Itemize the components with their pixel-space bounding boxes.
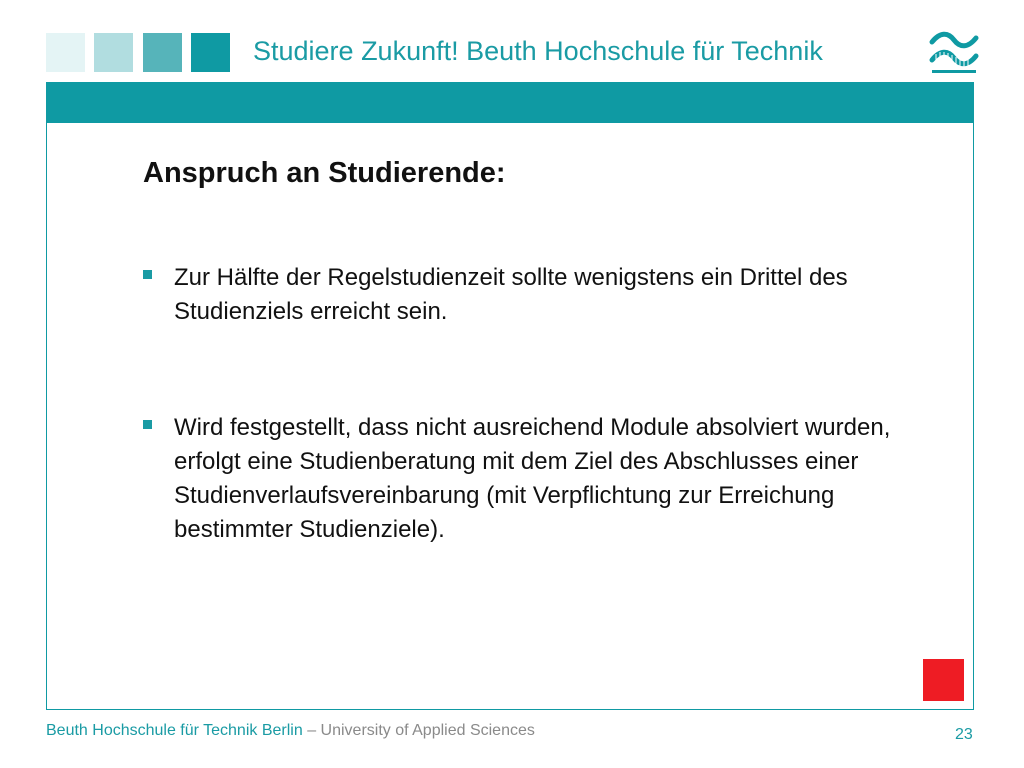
slide-heading: Anspruch an Studierende: [143, 157, 506, 189]
header-square-2 [94, 33, 133, 72]
header-title: Studiere Zukunft! Beuth Hochschule für Technik [253, 36, 823, 66]
footer-institution: Beuth Hochschule für Technik Berlin [46, 722, 303, 739]
header-square-3 [143, 33, 182, 72]
frame-top-bar [47, 83, 973, 123]
header-square-4 [191, 33, 230, 72]
content-frame [46, 82, 974, 710]
footer-separator: – [307, 722, 317, 739]
footer-text [46, 722, 535, 740]
bullet-square-icon [143, 270, 152, 279]
bullet-text-2: Wird festgestellt, dass nicht ausreichend Module absolviert wurden, erfolgt eine Studienberatung mit dem Ziel des Abschlusses einer Studienverlaufsvereinbarung (mit Verpflichtung zur Erreichung bestimmter Studienziele). [174, 414, 891, 543]
header-square-1 [46, 33, 85, 72]
footer-subtitle: University of Applied Sciences [320, 722, 535, 739]
bullet-square-icon [143, 420, 152, 429]
beuth-wave-logo-icon [926, 30, 980, 76]
page-number: 23 [955, 726, 973, 743]
red-square-marker [923, 659, 964, 701]
bullet-text-1: Zur Hälfte der Regelstudienzeit sollte wenigstens ein Drittel des Studienziels erreicht sein. [174, 264, 848, 325]
